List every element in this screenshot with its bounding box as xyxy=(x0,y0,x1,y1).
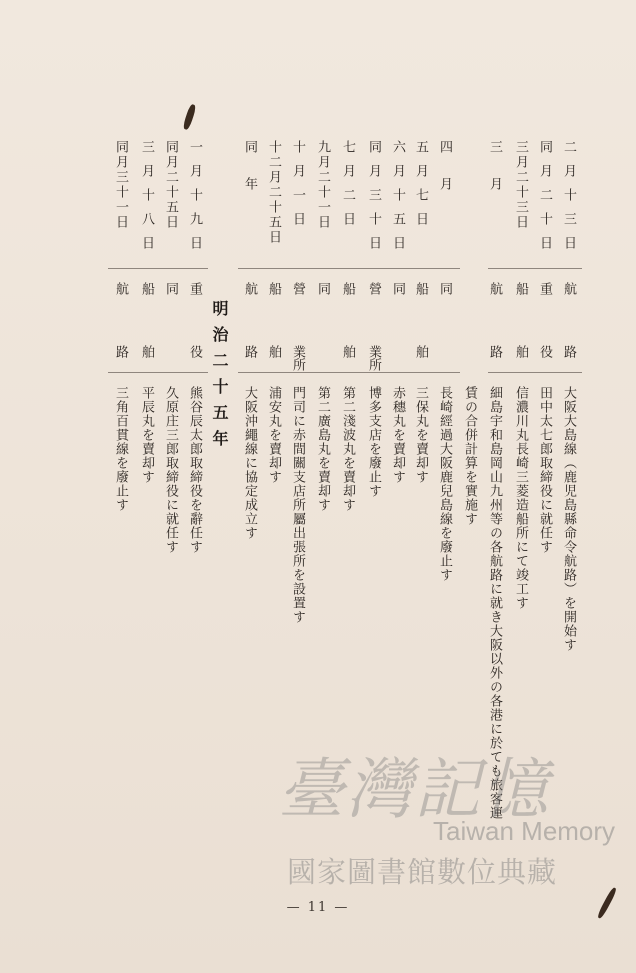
entry-category: 航 xyxy=(487,282,502,295)
entry-description: 長崎經過大阪鹿兒島線を廢止す xyxy=(437,386,452,582)
entry-category: 船 xyxy=(266,282,281,295)
entry-description: 久原庄三郎取締役に就任す xyxy=(163,386,178,554)
entry-category: 航 xyxy=(242,282,257,295)
entry-category-2: 業所 xyxy=(366,345,381,371)
entry-description: 熊谷辰太郎取締役を辭任す xyxy=(187,386,202,554)
entry-category: 同 xyxy=(390,282,405,295)
page-number: — 11 — xyxy=(286,900,350,915)
entry-category-2: 舶 xyxy=(413,345,428,358)
entry-category: 營 xyxy=(366,282,381,295)
entry-category-2: 舶 xyxy=(340,345,355,358)
entry-description: 賃の合併計算を實施す xyxy=(462,386,477,526)
entry-description: 平辰丸を賣却す xyxy=(139,386,154,484)
entry-description: 博多支店を廢止す xyxy=(366,386,381,498)
entry-date: 同月二十日 xyxy=(537,140,552,260)
entry-category-2: 路 xyxy=(242,345,257,358)
entry-date: 四月 xyxy=(437,140,452,214)
divider-right xyxy=(488,268,582,269)
entry-category: 同 xyxy=(315,282,330,295)
watermark-english: Taiwan Memory xyxy=(433,816,616,846)
entry-date: 十二月二十五日 xyxy=(266,140,281,245)
entry-category-2: 舶 xyxy=(513,345,528,358)
entry-category: 營 xyxy=(290,282,305,295)
entry-category-2: 役 xyxy=(537,345,552,358)
entry-date: 同月三十日 xyxy=(366,140,381,260)
entry-category-2: 舶 xyxy=(266,345,281,358)
entry-date: 七月二日 xyxy=(340,140,355,236)
entry-description: 浦安丸を賣却す xyxy=(266,386,281,484)
year-heading: 明治二十五年 xyxy=(210,300,229,456)
entry-category: 重 xyxy=(537,282,552,295)
entry-category: 同 xyxy=(437,282,452,295)
entry-category: 船 xyxy=(139,282,154,295)
entry-description: 大阪沖繩線に協定成立す xyxy=(242,386,257,540)
entry-description: 第二廣島丸を賣却す xyxy=(315,386,330,512)
entry-date: 五月七日 xyxy=(413,140,428,236)
entry-date: 六月十五日 xyxy=(390,140,405,260)
entry-date: 九月二十一日 xyxy=(315,140,330,230)
entry-description: 第二淺波丸を賣却す xyxy=(340,386,355,512)
entry-date: 三月 xyxy=(487,140,502,214)
entry-category: 同 xyxy=(163,282,178,295)
entry-category-2: 路 xyxy=(561,345,576,358)
divider-left xyxy=(108,268,208,269)
entry-description: 田中太七郎取締役に就任す xyxy=(537,386,552,554)
entry-category-2: 業所 xyxy=(290,345,305,371)
entry-category-2: 舶 xyxy=(139,345,154,358)
entry-description: 大阪大島線（鹿児島縣命令航路）を開始す xyxy=(561,386,576,652)
divider-left-2 xyxy=(108,372,208,373)
entry-date: 同月三十一日 xyxy=(113,140,128,230)
entry-category: 船 xyxy=(513,282,528,295)
entry-category: 航 xyxy=(113,282,128,295)
entry-description: 細島宇和島岡山九州等の各航路に就き大阪以外の各港に於ても旅客運 xyxy=(487,386,502,820)
entry-description: 信濃川丸長崎三菱造船所にて竣工す xyxy=(513,386,528,610)
entry-category: 船 xyxy=(413,282,428,295)
entry-category-2: 路 xyxy=(113,345,128,358)
divider-middle xyxy=(238,268,460,269)
entry-description: 三保丸を賣却す xyxy=(413,386,428,484)
entry-date: 同年 xyxy=(242,140,257,214)
entry-date: 十月一日 xyxy=(290,140,305,236)
entry-description: 門司に赤間關支店所屬出張所を設置す xyxy=(290,386,305,624)
entry-date: 三月十八日 xyxy=(139,140,154,260)
entry-date: 二月十三日 xyxy=(561,140,576,260)
entry-date: 三月二十三日 xyxy=(513,140,528,230)
entry-description: 三角百貫線を廢止す xyxy=(113,386,128,512)
entry-description: 赤穗丸を賣却す xyxy=(390,386,405,484)
watermark-script: 臺灣記憶 xyxy=(278,751,550,828)
entry-date: 一月十九日 xyxy=(187,140,202,260)
entry-category-2: 路 xyxy=(487,345,502,358)
paper-blemish-top xyxy=(182,104,197,131)
divider-right-2 xyxy=(488,372,582,373)
divider-middle-2 xyxy=(238,372,460,373)
entry-category: 船 xyxy=(340,282,355,295)
entry-category: 重 xyxy=(187,282,202,295)
entry-category-2: 役 xyxy=(187,345,202,358)
entry-date: 同月二十五日 xyxy=(163,140,178,230)
watermark-chinese: 國家圖書館數位典藏 xyxy=(287,855,558,889)
entry-category: 航 xyxy=(561,282,576,295)
